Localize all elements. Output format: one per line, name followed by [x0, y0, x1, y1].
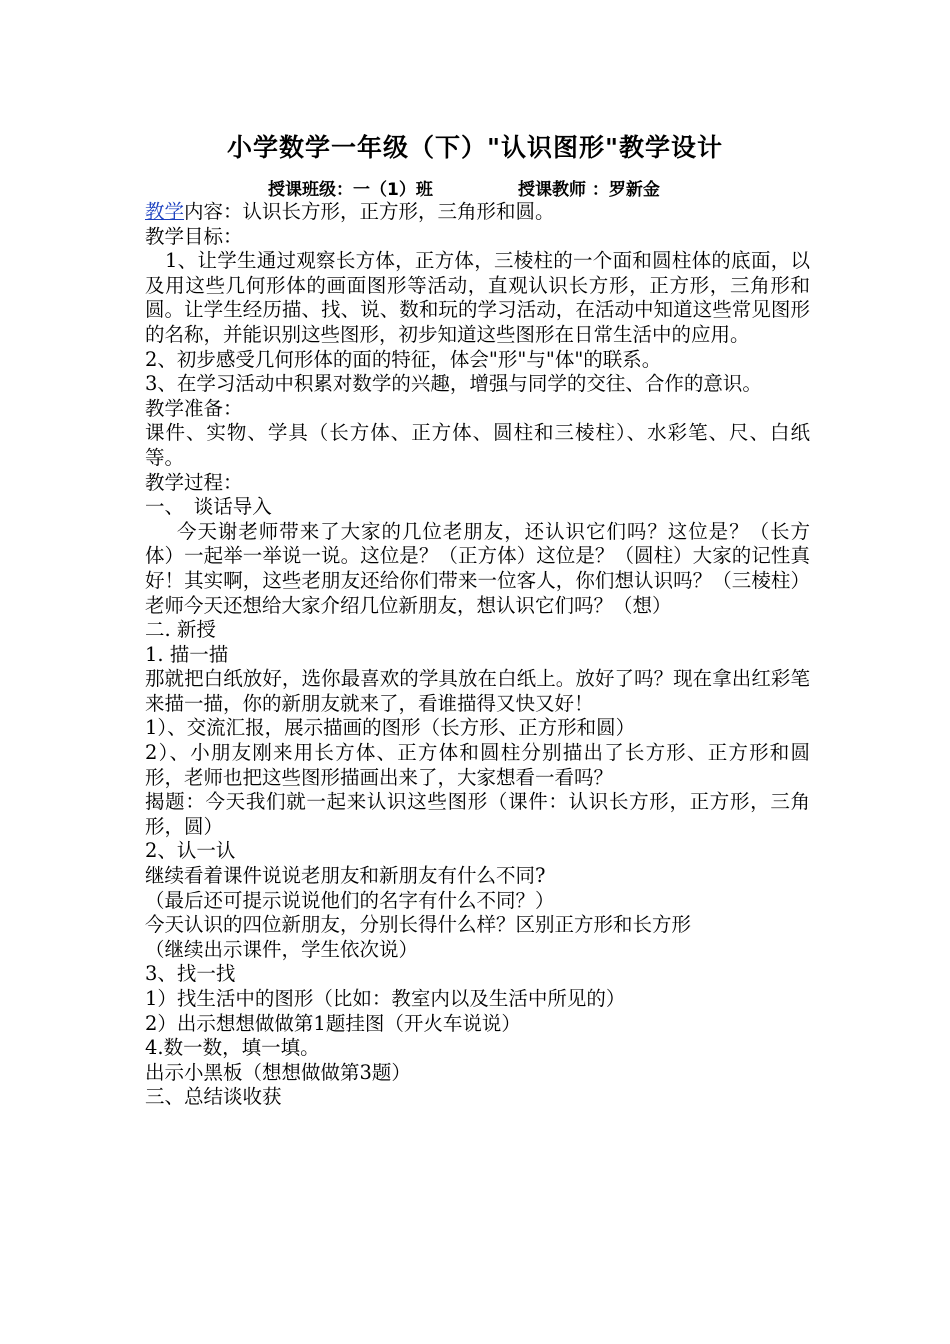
teacher-label: 授课教师 ：罗新金: [518, 180, 660, 200]
preparation-text: 课件、实物、学具（长方体、正方体、圆柱和三棱柱）、水彩笔、尺、白纸等。: [145, 421, 810, 469]
intro-paragraph: 今天谢老师带来了大家的几位老朋友，还认识它们吗？这位是？（长方体）一起举一举说一说。这位是？（正方体）这位是？（圆柱）大家的记性真好！其实啊，这些老朋友还给你们带来一位客人，你们想认识吗？（三棱柱）老师今天还想给大家介绍几位新朋友，想认识它们吗？（想）: [145, 519, 810, 617]
document-meta: [0, 178, 950, 202]
step-2-b: （最后还可提示说说他们的名字有什么不同？）: [145, 888, 555, 912]
preparation-heading: 教学准备：: [145, 396, 243, 420]
objective-1: 1、让学生通过观察长方体，正方体，三棱柱的一个面和圆柱体的底面，以及用这些几何形体的画面图形等活动，直观认识长方形，正方形，三角形和圆。让学生经历描、找、说、数和玩的学习活动，在活动中知道这些常见图形的名称，并能识别这些图形，初步知道这些图形在日常生活中的应用。: [145, 249, 810, 346]
step-2-c: 今天认识的四位新朋友，分别长得什么样？区别正方形和长方形: [145, 913, 692, 937]
objectives-heading: 教学目标：: [145, 224, 243, 248]
teaching-content-line: [145, 200, 810, 225]
step-1-heading: 1. 描一描: [145, 642, 229, 666]
step-4-heading: 4.数一数，填一填。: [145, 1036, 320, 1060]
step-1-c: 揭题：今天我们就一起来认识这些图形（课件：认识长方形，正方形，三角形，圆）: [145, 790, 810, 838]
teaching-link[interactable]: 教学: [145, 200, 185, 223]
process-heading: 教学过程：: [145, 470, 243, 494]
step-1-a: 1）、交流汇报，展示描画的图形（长方形、正方形和圆）: [145, 716, 636, 740]
step-2-a: 继续看着课件说说老朋友和新朋友有什么不同?: [145, 864, 546, 888]
step-3-b: 2）出示想想做做第1题挂图（开火车说说）: [145, 1011, 521, 1035]
step-2-heading: 2、认一认: [145, 839, 236, 863]
teaching-content-text: 内容：认识长方形，正方形，三角形和圆。: [184, 200, 555, 223]
objective-2: 2、初步感受几何形体的面的特征，体会"形"与"体"的联系。: [145, 347, 662, 371]
step-3-heading: 3、找一找: [145, 962, 236, 986]
section-1-heading: 一、 谈话导入: [145, 495, 272, 519]
section-3-heading: 三、总结谈收获: [145, 1085, 282, 1109]
document-title: 小学数学一年级（下）"认识图形"教学设计: [226, 133, 724, 162]
section-2-heading: 二. 新授: [145, 618, 216, 642]
objective-3: 3、在学习活动中积累对数学的兴趣，增强与同学的交往、合作的意识。: [145, 372, 762, 396]
step-1-b: 2）、小朋友刚来用长方体、正方体和圆柱分别描出了长方形、正方形和圆形，老师也把这些图形描画出来了，大家想看一看吗？: [145, 741, 810, 789]
document-body: [145, 200, 810, 1110]
class-label: 授课班级：一（1）班: [268, 180, 433, 200]
step-3-a: 1）找生活中的图形（比如：教室内以及生活中所见的）: [145, 987, 626, 1010]
step-2-d: （继续出示课件，学生依次说）: [145, 937, 419, 961]
step-1-text: 那就把白纸放好，选你最喜欢的学具放在白纸上。放好了吗？现在拿出红彩笔来描一描，你的新朋友就来了，看谁描得又快又好！: [145, 667, 810, 715]
step-4-a: 出示小黑板（想想做做第3题）: [145, 1060, 411, 1084]
